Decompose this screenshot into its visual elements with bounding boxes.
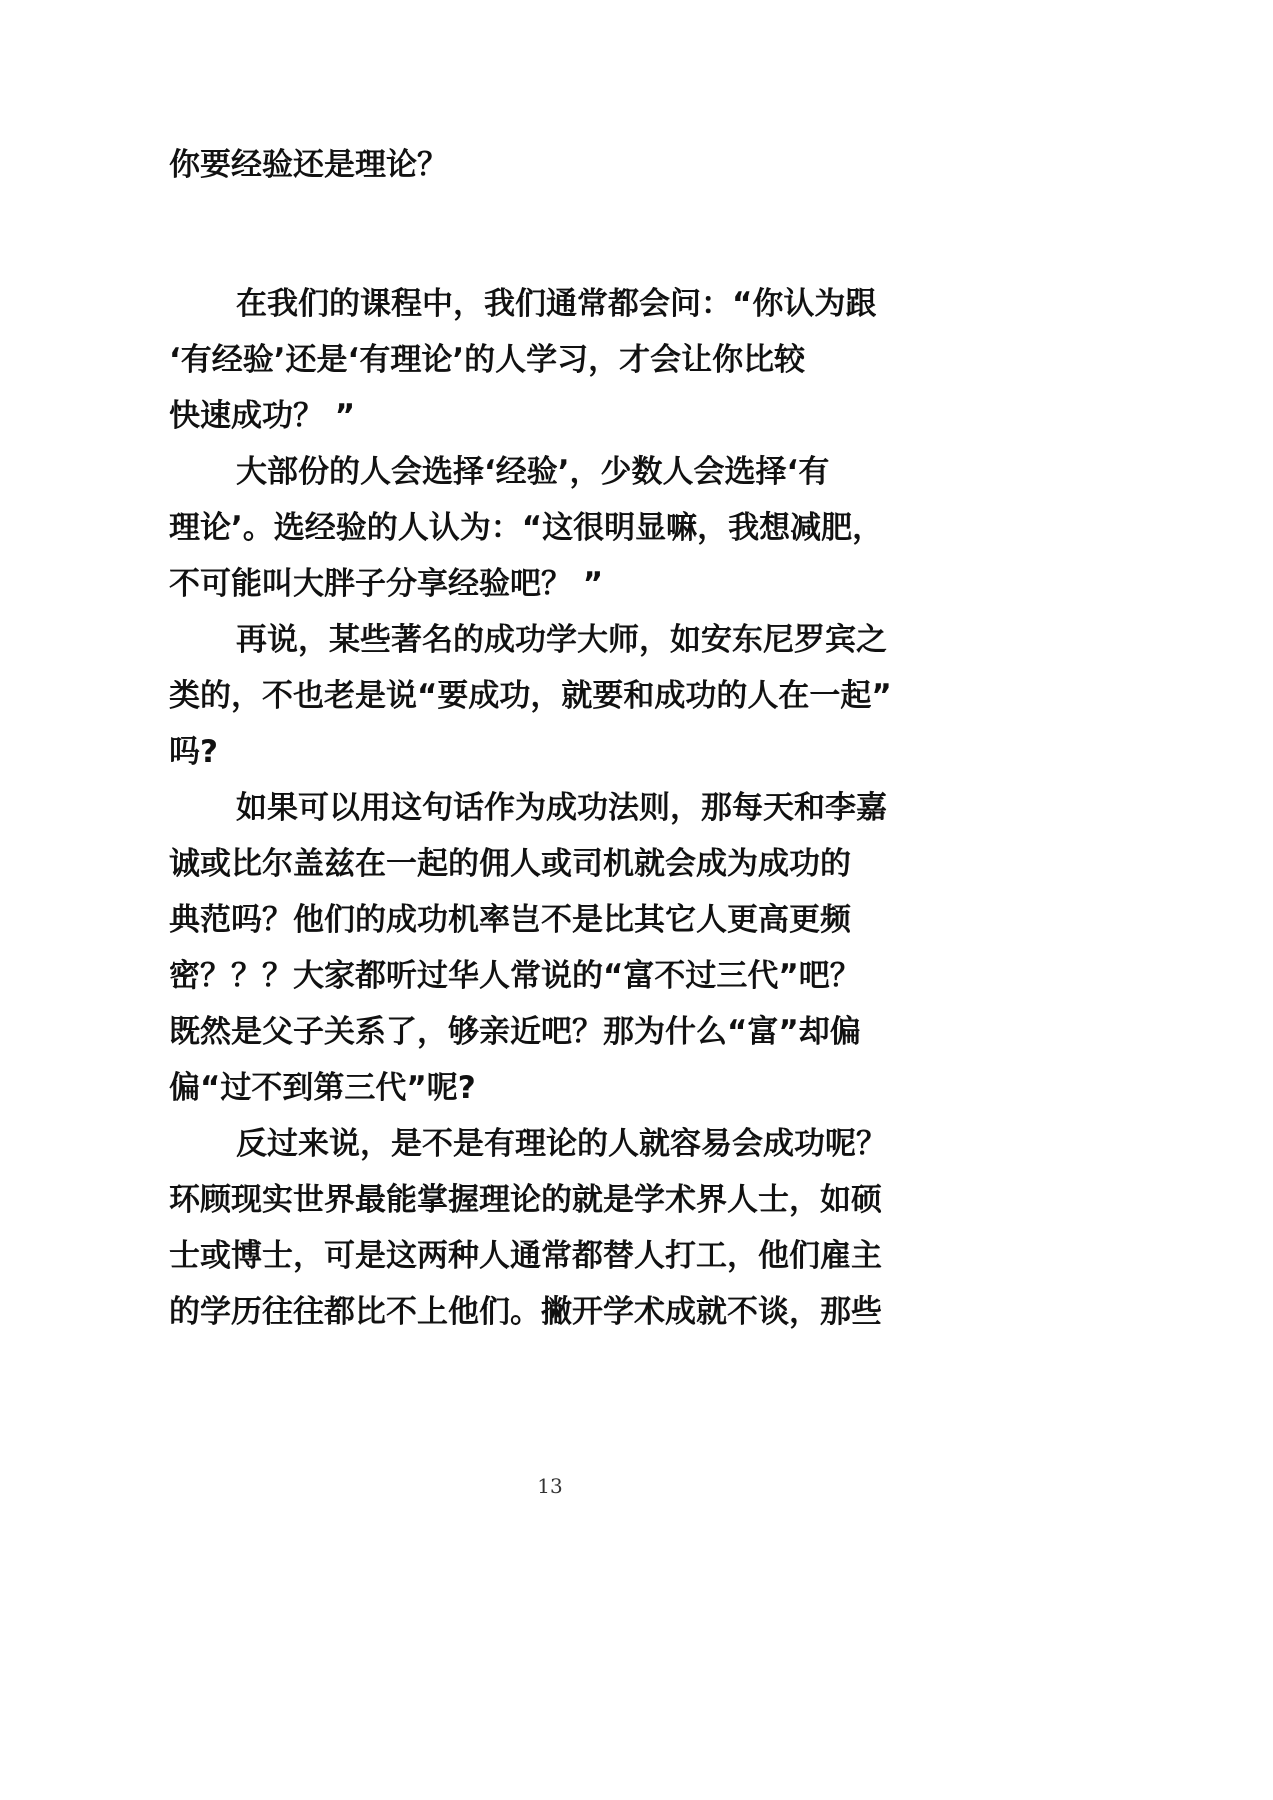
paragraph — [169, 276, 944, 444]
text-line: 如果可以用这句话作为成功法则，那每天和李嘉 — [236, 790, 887, 826]
text-line: 再说，某些著名的成功学大师，如安东尼罗宾之 — [236, 622, 887, 658]
page-title: 你要经验还是理论？ — [169, 147, 448, 183]
text-line: 吗? — [169, 734, 218, 770]
text-line: 偏“过不到第三代”呢? — [169, 1070, 476, 1106]
text-line: 大部份的人会选择‘经验’，少数人会选择‘有 — [236, 454, 830, 490]
paragraph — [169, 780, 944, 1116]
text-line: 环顾现实世界最能掌握理论的就是学术界人士，如硕 — [169, 1182, 882, 1218]
text-line: 既然是父子关系了，够亲近吧？那为什么“富”却偏 — [169, 1014, 861, 1050]
text-line: 士或博士，可是这两种人通常都替人打工，他们雇主 — [169, 1238, 882, 1274]
paragraph — [169, 612, 944, 780]
text-line: 快速成功？ ” — [169, 398, 356, 434]
paragraph — [169, 444, 944, 612]
text-line: 典范吗？他们的成功机率岂不是比其它人更高更频 — [169, 902, 851, 938]
text-line: 密？？？大家都听过华人常说的“富不过三代”吧？ — [169, 958, 861, 994]
text-line: 类的，不也老是说“要成功，就要和成功的人在一起” — [169, 678, 892, 714]
paragraph — [169, 1116, 944, 1340]
text-line: 不可能叫大胖子分享经验吧？ ” — [169, 566, 604, 602]
body-text — [169, 276, 944, 1340]
text-line: ‘有经验’还是‘有理论’的人学习，才会让你比较 — [169, 342, 806, 378]
page-number: 13 — [537, 1474, 563, 1498]
text-line: 诚或比尔盖兹在一起的佣人或司机就会成为成功的 — [169, 846, 851, 882]
text-line: 的学历往往都比不上他们。撇开学术成就不谈，那些 — [169, 1294, 882, 1330]
text-line: 反过来说，是不是有理论的人就容易会成功呢？ — [236, 1126, 887, 1162]
text-line: 理论’。选经验的人认为：“这很明显嘛，我想减肥， — [169, 510, 884, 546]
text-line: 在我们的课程中，我们通常都会问：“你认为跟 — [236, 286, 877, 322]
